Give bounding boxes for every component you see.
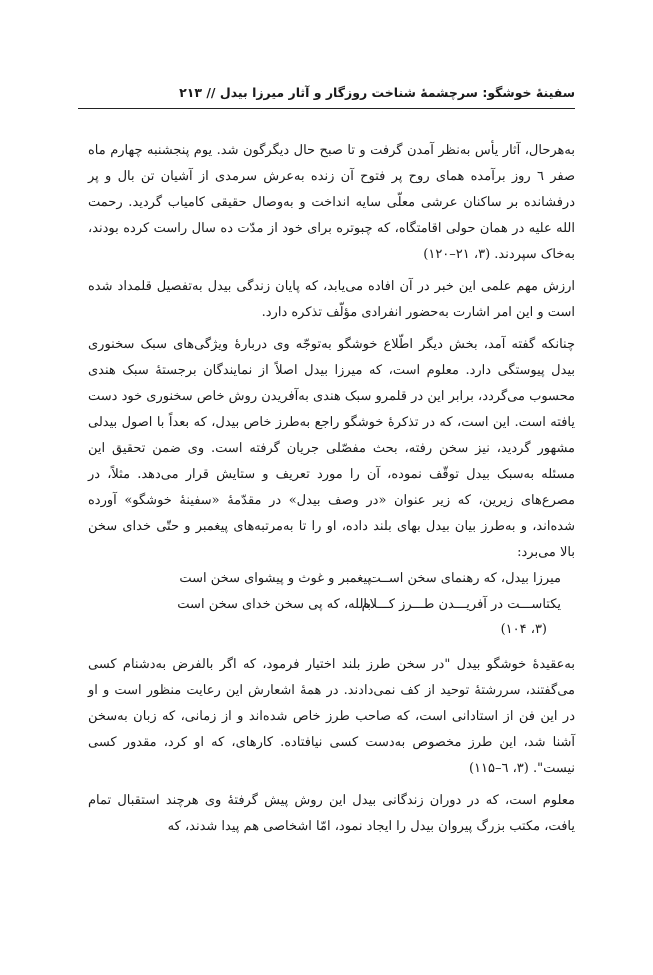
running-header: سفینهٔ خوشگو: سرچشمهٔ شناخت روزگار و آثار میرزا بیدل // ۲۱۳ (179, 85, 575, 100)
verse-block (88, 566, 575, 642)
verse-hemistich: بالله، که پی سخن خدای سخن است (177, 597, 371, 612)
paragraph: به‌عقیدهٔ خوشگو بیدل "در سخن طرز بلند اختیار فرمود، که اگر بالفرض به‌دشنام کسی می‌گفتند، سررشتهٔ توحید از کف نمی‌دادند. در همهٔ اشعارش این رعایت منظور است و او در این فن از استادانی است، که صاحب طرز خاص شده‌اند و از زمانی، که زبان به‌سخن آشنا شد، این طرز مخصوص به‌دست کسی نیافتاده. کارهای، که او کرد، مقدور کسی نیست". (۳، ٦–۱۱۵) (88, 657, 575, 776)
paragraph: چنانکه گفته آمد، بخش دیگر اطّلاع خوشگو به‌توجّه وی دربارهٔ ویژگی‌های سبک سخنوری بیدل پیوستگی دارد. معلوم است، که میرزا بیدل اصلاً از نمایندگان برجستهٔ سبک هندی محسوب می‌گردد، برابر این در قلمرو سبک هندی به‌آفریدن روش خاص سخنوری خود دست یافته است. این است، که در تذکرهٔ خوشگو راجع به‌طرز خاص بیدل، که بعداً با اصول بیدلی مشهور گردید، نیز سخن رفته، بحث مفصّلی جریان گرفته است. وی ضمن تحقیق این مسئله به‌سبک بیدل توقّف نموده، آن را مورد تعریف و ستایش قرار می‌دهد. مثلاً، در مصرع‌های زیرین، که زیر عنوان «در وصف بیدل» در مقدّمهٔ «سفینهٔ خوشگو» آورده شده‌اند، و به‌طرز بیان بیدل بهای بلند داده، او را تا به‌مرتبه‌های پیغمبر و حتّی خدای سخن بالا می‌برد: (88, 337, 575, 560)
header-divider (78, 108, 575, 109)
paragraph: به‌هرحال، آثار یأس به‌نظر آمدن گرفت و تا صبح حال دیگرگون شد. یوم پنجشنبه چهارم ماه صفر ٦ روز برآمده همای روح پر فتوح آن زنده به‌عرش سرمدی از آشیان تن بال و پر درفشانده بر ساکنان عرشی معلّی سایه انداخت و به‌وصال حقیقی کامیاب گردید. رحمت الله علیه در همان حولی اقامتگاه، که چبوتره برای خود از مدّت ده سال راست کرده بودند، به‌خاک سپردند. (۳، ۲۱–۱۲۰) (88, 143, 575, 262)
verse-line (88, 566, 561, 592)
verse-hemistich: پیغمبر و غوث و پیشوای سخن است (179, 571, 371, 586)
paragraph: معلوم است، که در دوران زندگانی بیدل این روش پیش گرفتهٔ وی هرچند استقبال تمام یافت، مکتب بزرگ پیروان بیدل را ایجاد نمود، امّا اشخاصی هم پیدا شدند، که (88, 793, 575, 834)
verse-hemistich: میرزا بیدل، که رهنمای سخن اســت (368, 571, 561, 586)
verse-line (88, 592, 561, 618)
page-body (88, 138, 575, 846)
paragraph: ارزش مهم علمی این خبر در آن افاده می‌یابد، که پایان زندگی بیدل به‌تفصیل قلمداد شده است و این امر اشارت به‌حضور انفرادی مؤلّف تذکره دارد. (88, 279, 575, 320)
verse-citation: (۳، ۱۰۴) (500, 622, 547, 637)
verse-hemistich: یکتاســـت در آفریـــدن طـــرز کـــلام (361, 597, 561, 612)
